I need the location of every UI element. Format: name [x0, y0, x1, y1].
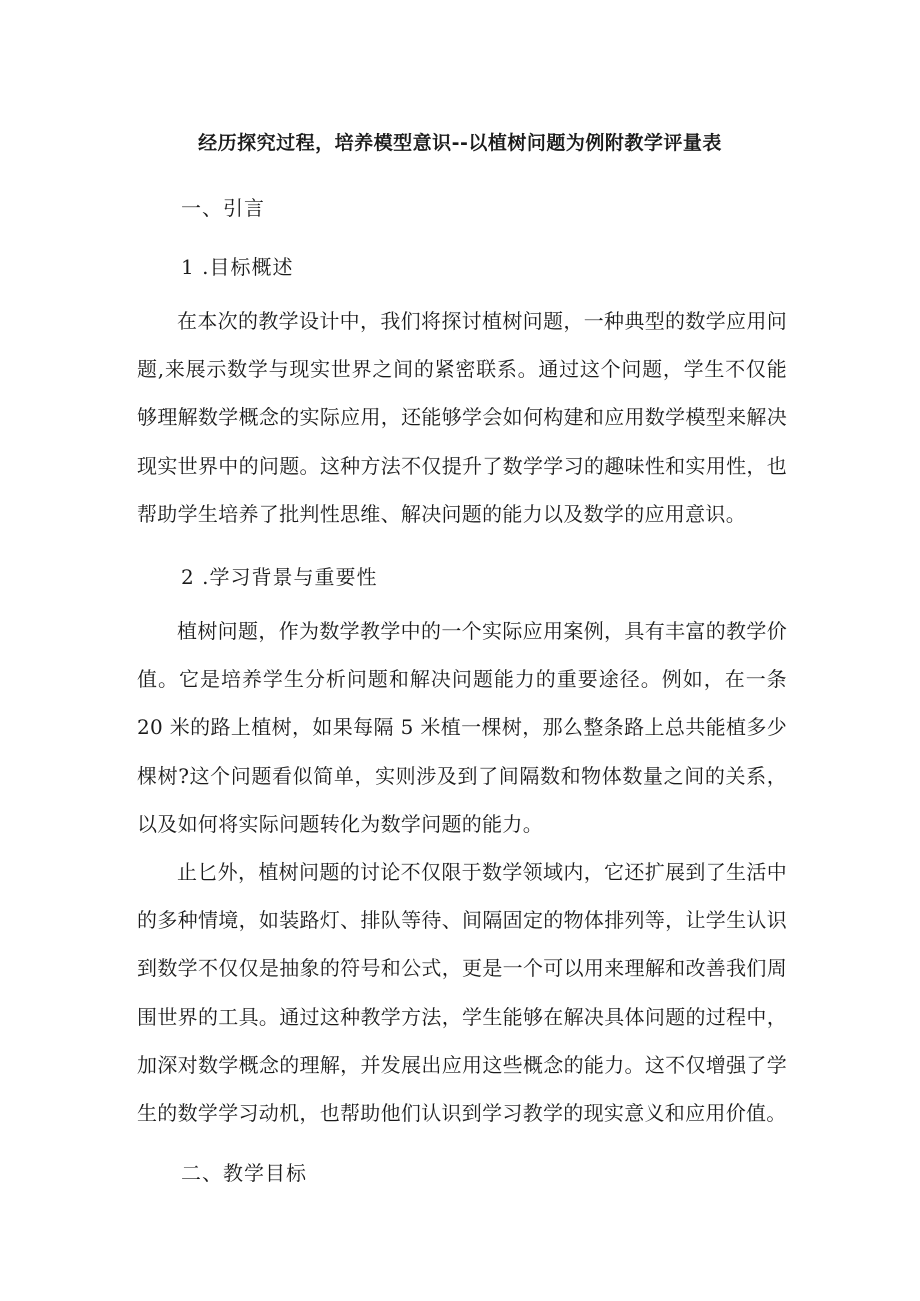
- paragraph-background-2: 止匕外，植树问题的讨论不仅限于数学领域内，它还扩展到了生活中的多种情境，如装路灯、排队等待、间隔固定的物体排列等，让学生认识到数学不仅仅是抽象的符号和公式，更是一个可以用来理解和改善我们周围世界的工具。通过这种教学方法，学生能够在解决具体问题的过程中，加深对数学概念的理解，并发展出应用这些概念的能力。这不仅增强了学生的数学学习动机，也帮助他们认识到学习教学的现实意义和应用价值。: [137, 860, 787, 1126]
- subsection-heading-objectives: 1 .目标概述: [181, 255, 294, 279]
- section-heading-teaching-goals: 二、教学目标: [181, 1161, 307, 1185]
- subsection-heading-background: 2 .学习背景与重要性: [181, 565, 378, 589]
- section-heading-introduction: 一、引言: [181, 196, 265, 220]
- document-title: 经历探究过程，培养模型意识--以植树问题为例附教学评量表: [198, 132, 722, 154]
- paragraph-objectives: 在本次的教学设计中，我们将探讨植树问题，一种典型的数学应用问题,来展示数学与现实世界之间的紧密联系。通过这个问题，学生不仅能够理解数学概念的实际应用，还能够学会如何构建和应用数学模型来解决现实世界中的问题。这种方法不仅提升了数学学习的趣味性和实用性，也帮助学生培养了批判性思维、解决问题的能力以及数学的应用意识。: [137, 309, 787, 526]
- paragraph-background-1: 植树问题，作为数学教学中的一个实际应用案例，具有丰富的教学价值。它是培养学生分析问题和解决问题能力的重要途径。例如，在一条 20 米的路上植树，如果每隔 5 米植一棵树，那么整条路上总共能植多少棵树?这个问题看似简单，实则涉及到了间隔数和物体数量之间的关系，以及如何将实际问题转化为数学问题的能力。: [137, 619, 787, 836]
